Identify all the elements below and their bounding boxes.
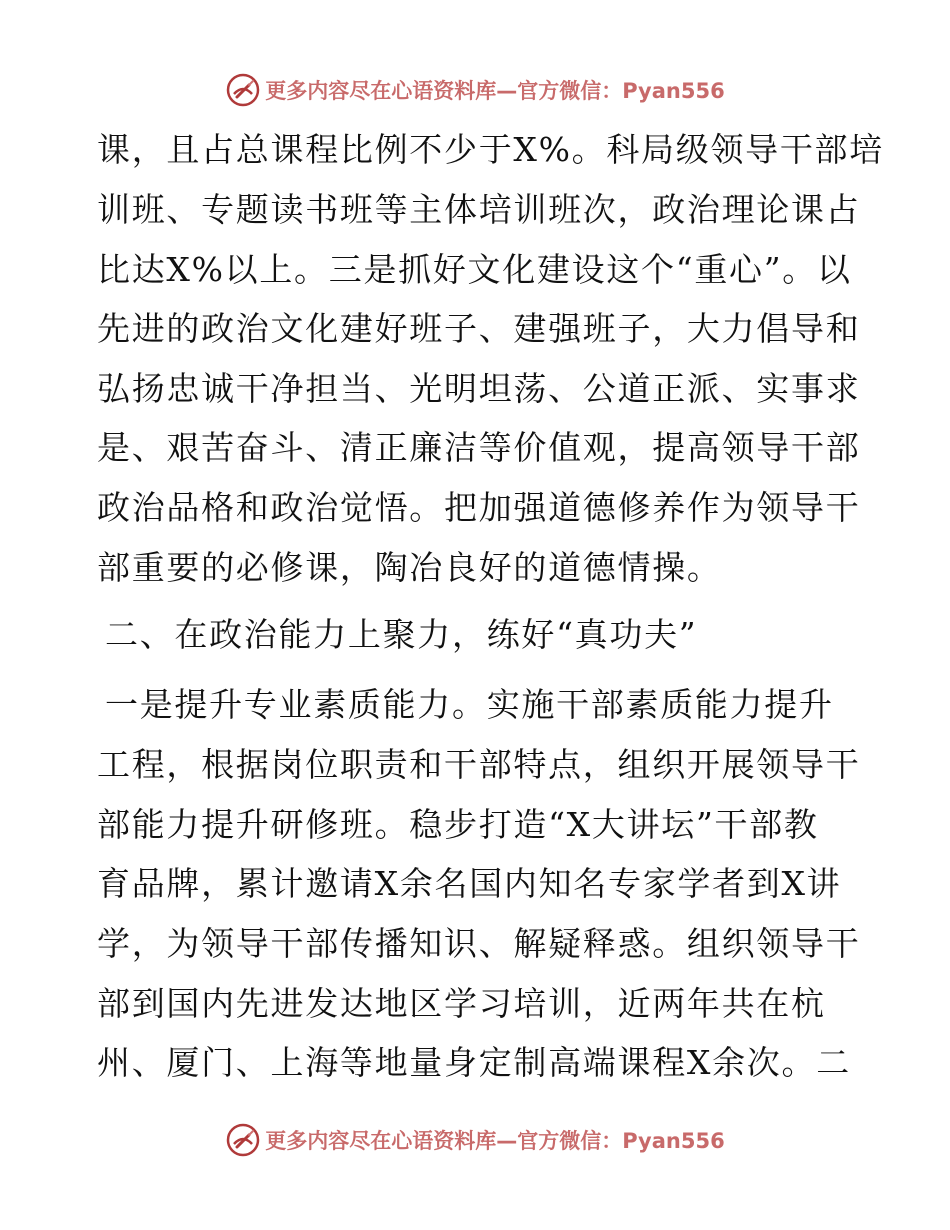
watermark-text: 更多内容尽在心语资料库—官方微信：Pyan556 bbox=[265, 79, 725, 103]
paragraph-line: 是、艰苦奋斗、清正廉洁等价值观，提高领导干部 bbox=[97, 428, 861, 467]
paragraph-line: 部到国内先进发达地区学习培训，近两年共在杭 bbox=[97, 984, 826, 1023]
watermark-text: 更多内容尽在心语资料库—官方微信：Pyan556 bbox=[265, 1129, 725, 1153]
paragraph-line: 学，为领导干部传播知识、解疑释惑。组织领导干 bbox=[97, 924, 861, 963]
book-pen-logo-icon bbox=[225, 1122, 261, 1158]
paragraph-line: 比达X%以上。三是抓好文化建设这个“重心”。以 bbox=[97, 250, 852, 289]
paragraph-line: 部能力提升研修班。稳步打造“X大讲坛”干部教 bbox=[97, 805, 819, 844]
paragraph-line: 州、厦门、上海等地量身定制高端课程X余次。二 bbox=[97, 1043, 851, 1082]
paragraph-line: 先进的政治文化建好班子、建强班子，大力倡导和 bbox=[97, 309, 861, 348]
paragraph-line: 弘扬忠诚干净担当、光明坦荡、公道正派、实事求 bbox=[97, 369, 861, 408]
paragraph-line: 课，且占总课程比例不少于X%。科局级领导干部培 bbox=[97, 130, 884, 169]
paragraph-line: 部重要的必修课，陶冶良好的道德情操。 bbox=[97, 548, 722, 587]
paragraph-line: 训班、专题读书班等主体培训班次，政治理论课占 bbox=[97, 190, 861, 229]
paragraph-line: 工程，根据岗位职责和干部特点，组织开展领导干 bbox=[97, 745, 861, 784]
paragraph-line: 一是提升专业素质能力。实施干部素质能力提升 bbox=[105, 685, 834, 724]
footer-watermark bbox=[0, 1120, 950, 1160]
paragraph-line: 政治品格和政治觉悟。把加强道德修养作为领导干 bbox=[97, 488, 861, 527]
paragraph-line: 育品牌，累计邀请X余名国内知名专家学者到X讲 bbox=[97, 864, 842, 903]
section-heading: 二、在政治能力上聚力，练好“真功夫” bbox=[105, 615, 698, 654]
